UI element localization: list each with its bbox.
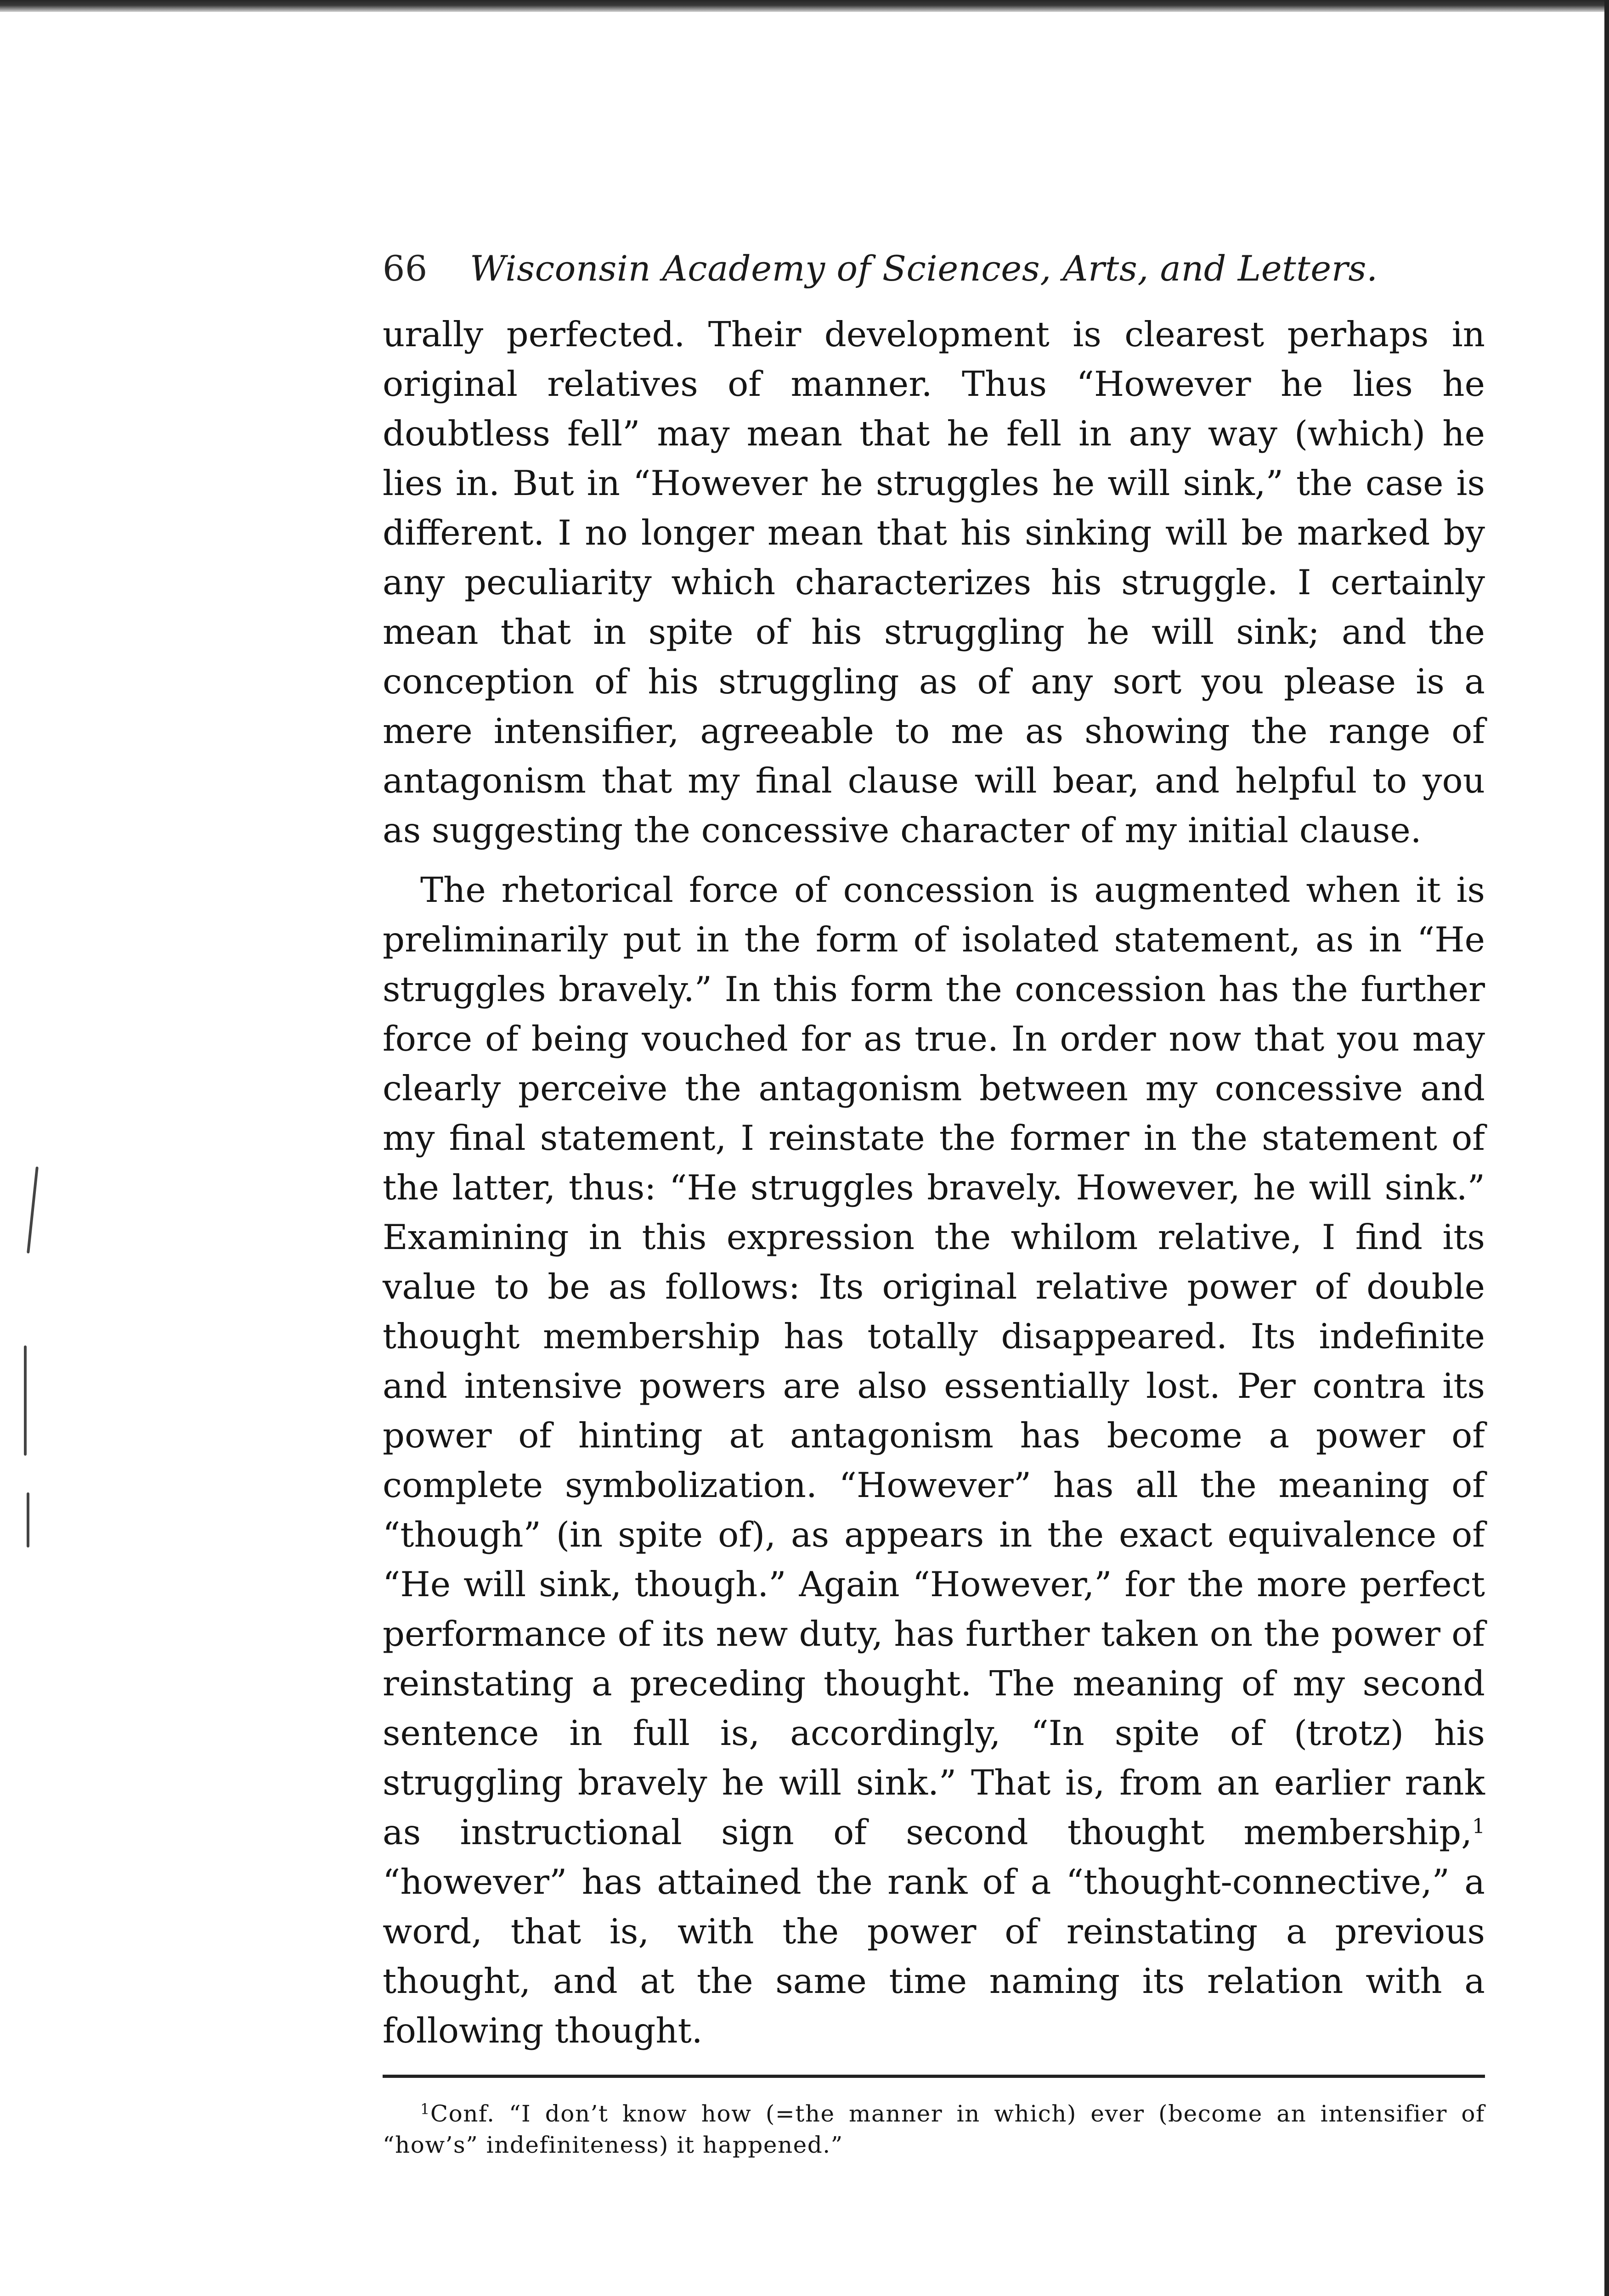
footnote-rule	[383, 2075, 1485, 2078]
scan-right-edge	[1604, 0, 1609, 2296]
paragraph-2-text: The rhetorical force of concession is augmented when it is preliminarily put in the form of isolated statement, as in “He struggles bravely.” In this form the concession has the further force of being vouched for as true. In order now that you may clearly perceive the antagonism between my concessive and my final statement, I reinstate the former in the statement of the latter, thus: “He struggles bravely. However, he will sink.” Examining in this expression the whilom relative, I find its value to be as follows: Its original relative power of double thought membership has totally disappeared. Its indefinite and intensive powers are also essentially lost. Per contra its power of hinting at antagonism has become a power of complete symbolization. “However” has all the meaning of “though” (in spite of), as appears in the exact equivalence of “He will sink, though.” Again “However,” for the more perfect performance of its new duty, has further taken on the power of reinstating a preceding thought. The meaning of my second sentence in full is, accordingly, “In spite of (trotz) his struggling bravely he will sink.” That is, from an earlier rank as instructional sign of second thought membership,	[383, 870, 1485, 1852]
footnote-mark: 1	[420, 2100, 430, 2118]
footnotes	[383, 2098, 1485, 2161]
paragraph-1: urally perfected. Their development is clearest perhaps in original relatives of manner. Thus “However he lies he doubtless fell” may mean that he fell in any way (which) he lies in. But in “However he struggles he will sink,” the case is different. I no longer mean that his sinking will be marked by any peculiarity which characterizes his struggle. I certainly mean that in spite of his struggling he will sink; and the conception of his struggling as of any sort you please is a mere intensifier, agreeable to me as showing the range of antagonism that my final clause will bear, and helpful to you as suggesting the concessive character of my initial clause.	[383, 314, 1485, 850]
footnote-text: Conf. “I don’t know how (=the manner in which) ever (become an intensifier of “how’s” indefiniteness) it happened.”	[383, 2100, 1485, 2158]
footnote-reference: 1	[1472, 1815, 1485, 1838]
margin-mark	[24, 1345, 27, 1456]
margin-mark	[27, 1166, 39, 1254]
paragraph-2	[383, 865, 1485, 2055]
book-page	[383, 248, 1485, 2171]
scan-top-edge	[0, 0, 1609, 12]
body-text	[383, 310, 1485, 2055]
journal-title: Wisconsin Academy of Sciences, Arts, and Letters.	[470, 248, 1378, 289]
paragraph-2-text-continued: “however” has attained the rank of a “thought-connective,” a word, that is, with the power of reinstating a previous thought, and at the same time naming its relation with a following thought.	[383, 1862, 1485, 2051]
page-number: 66	[383, 248, 428, 289]
margin-mark	[27, 1492, 29, 1548]
footnote-1	[383, 2098, 1485, 2161]
running-head	[383, 248, 1485, 298]
